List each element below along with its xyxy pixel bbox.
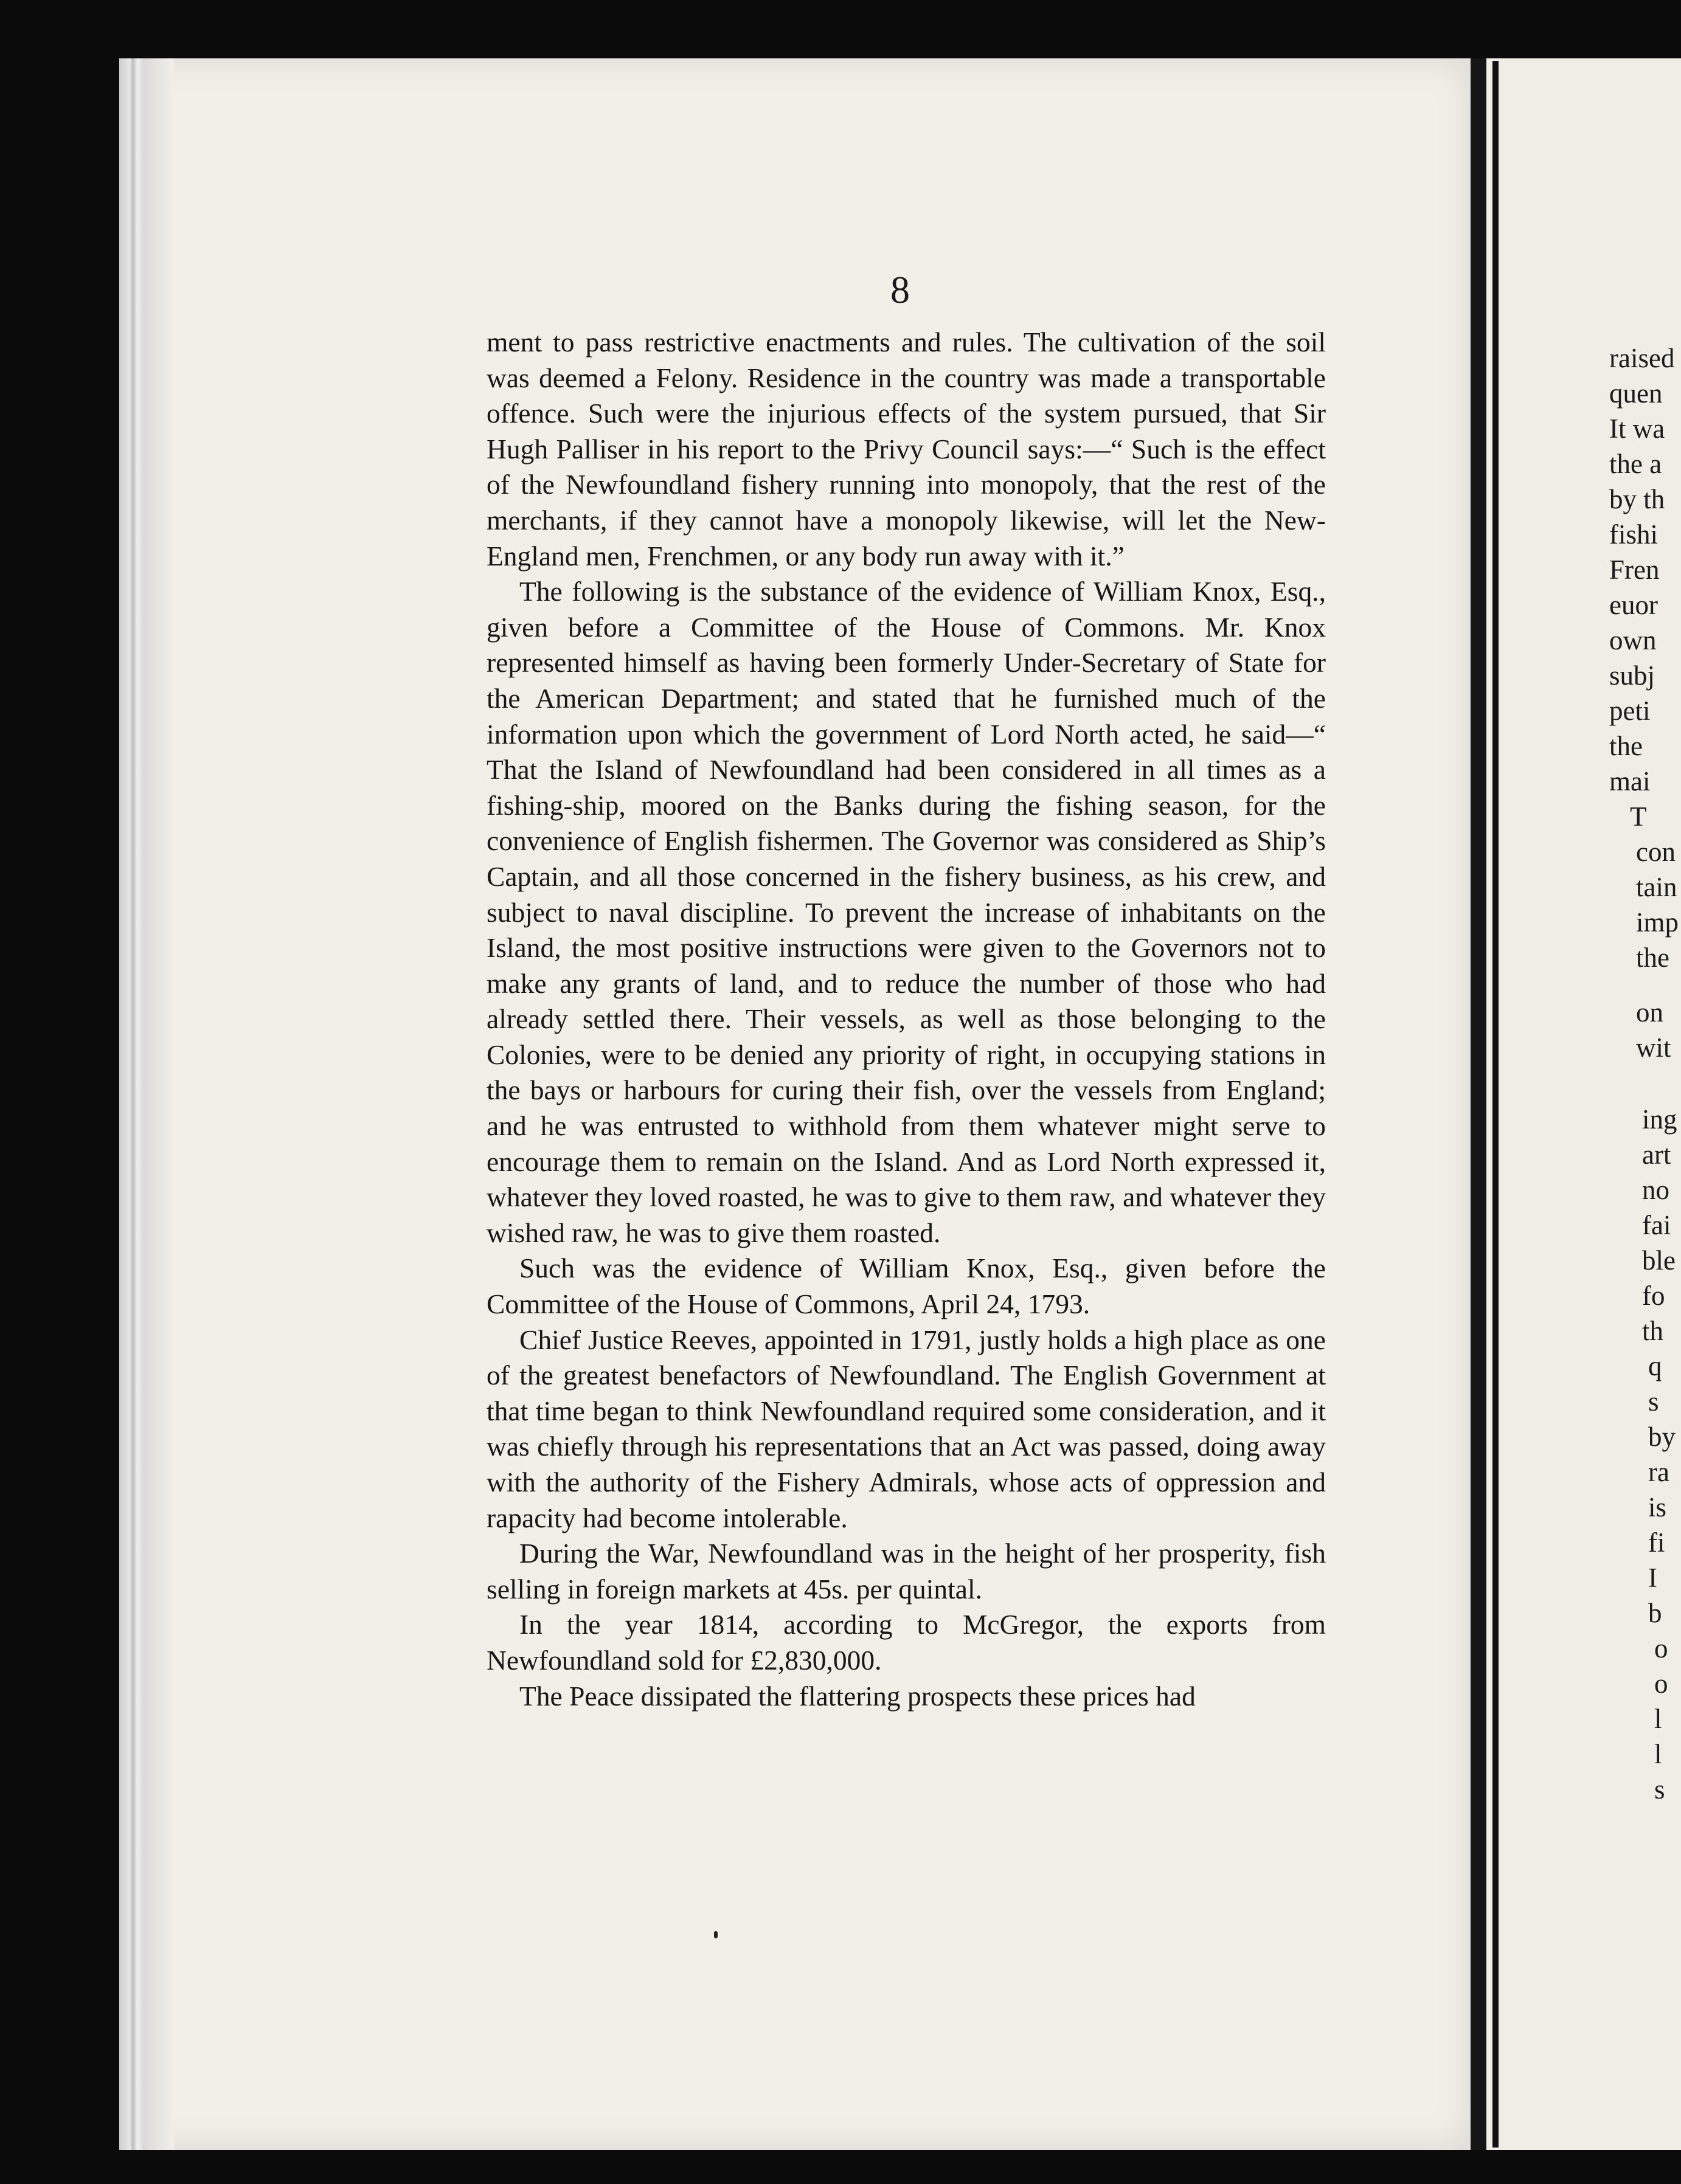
facing-line: on xyxy=(1636,997,1663,1028)
facing-line: subj xyxy=(1609,660,1655,691)
facing-line: imp xyxy=(1636,907,1679,938)
facing-line: by xyxy=(1648,1422,1676,1452)
facing-line: ing xyxy=(1642,1104,1677,1135)
facing-line: I xyxy=(1648,1563,1657,1593)
page-edge xyxy=(119,58,174,2150)
facing-line: con xyxy=(1636,837,1676,867)
paragraph: Such was the evidence of William Knox, Esq., given before the Committee of the House of Commons, April 24, 1793. xyxy=(487,1253,1326,1320)
facing-line: art xyxy=(1642,1139,1671,1170)
facing-line: own xyxy=(1609,625,1657,655)
facing-line: o xyxy=(1654,1633,1668,1664)
facing-line: l xyxy=(1654,1739,1662,1769)
facing-line: raised xyxy=(1609,343,1675,373)
facing-line: peti xyxy=(1609,696,1651,726)
ink-speck xyxy=(714,1931,718,1938)
facing-line: mai xyxy=(1609,766,1651,797)
facing-line: euor xyxy=(1609,590,1658,620)
page-number: 8 xyxy=(890,268,910,311)
facing-line: ble xyxy=(1642,1245,1676,1276)
facing-line: l xyxy=(1654,1704,1662,1734)
facing-line: quen xyxy=(1609,378,1663,409)
facing-line: fai xyxy=(1642,1210,1671,1240)
paragraph: The following is the substance of the evidence of William Knox, Esq., given before a Committee of the House of Commons. Mr. Knox represented himself as having been formerly Under-Secretary of State for the American Department; and stated that he furnished much of the information upon which the government of Lord North acted, he said—“ That the Island of Newfoundland had been considered in all times as a fishing-ship, moored on the Banks during the fishing season, for the convenience of English fishermen. The Governor was considered as Ship’s Captain, and all those concerned in the fishery business, as his crew, and subject to naval discipline. To prevent the increase of inhabitants on the Island, the most positive instructions were given to the Governors not to make any grants of land, and to reduce the number of those who had already settled there. Their vessels, as well as those belonging to the Colonies, were to be denied any priority of right, in occupying stations in the bays or harbours for curing their fish, over the vessels from England; and he was entrusted to withhold from them whatever might serve to encourage them to remain on the Island. And as Lord North expressed it, whatever they loved roasted, he was to give to them raw, and whatever they wished raw, he was to give them roasted. xyxy=(487,576,1326,1248)
facing-line: It wa xyxy=(1609,413,1665,444)
book-gutter xyxy=(1471,58,1486,2150)
facing-line: is xyxy=(1648,1492,1667,1522)
facing-line: th xyxy=(1642,1316,1664,1346)
facing-line: b xyxy=(1648,1598,1662,1628)
facing-line: Fren xyxy=(1609,555,1660,585)
facing-line: ra xyxy=(1648,1457,1669,1487)
facing-line: s xyxy=(1654,1774,1665,1805)
facing-line: q xyxy=(1648,1351,1662,1381)
paragraph: The Peace dissipated the flattering prospects these prices had xyxy=(519,1680,1196,1712)
facing-line: fishi xyxy=(1609,519,1658,550)
page-body-text xyxy=(487,325,1326,1714)
paragraph: In the year 1814, according to McGregor, the exports from Newfoundland sold for £2,830,000. xyxy=(487,1609,1326,1676)
right-page-border xyxy=(1492,61,1499,2148)
paragraph: Chief Justice Reeves, appointed in 1791, justly holds a high place as one of the greatest benefactors of Newfoundland. The English Government at that time began to think Newfoundland required some consideration, and it was chiefly through his representations that an Act was passed, doing away with the authority of the Fishery Admirals, whose acts of oppression and rapacity had become intolerable. xyxy=(487,1324,1326,1533)
paragraph: During the War, Newfoundland was in the height of her prosperity, fish selling in foreign markets at 45s. per quintal. xyxy=(487,1538,1326,1605)
facing-line: the xyxy=(1636,942,1669,973)
facing-line: the a xyxy=(1609,449,1662,479)
facing-line: tain xyxy=(1636,872,1677,902)
facing-line: wit xyxy=(1636,1032,1671,1063)
facing-line: fo xyxy=(1642,1280,1665,1311)
facing-line: by th xyxy=(1609,484,1665,514)
paragraph: ment to pass restrictive enactments and rules. The cultivation of the soil was deemed a Felony. Residence in the country was made a transportable offence. Such were the injurious effects of the system pursued, that Sir Hugh Palliser in his report to the Privy Council says:—“ Such is the effect of the Newfoundland fishery running into monopoly, that the rest of the merchants, if they cannot have a monopoly likewise, will let the New-England men, Frenchmen, or any body run away with it.” xyxy=(487,327,1326,572)
facing-line: o xyxy=(1654,1668,1668,1699)
facing-line: fi xyxy=(1648,1527,1665,1558)
facing-line: T xyxy=(1630,801,1647,832)
facing-line: s xyxy=(1648,1386,1659,1417)
facing-line: no xyxy=(1642,1175,1669,1205)
facing-line: the xyxy=(1609,731,1643,761)
